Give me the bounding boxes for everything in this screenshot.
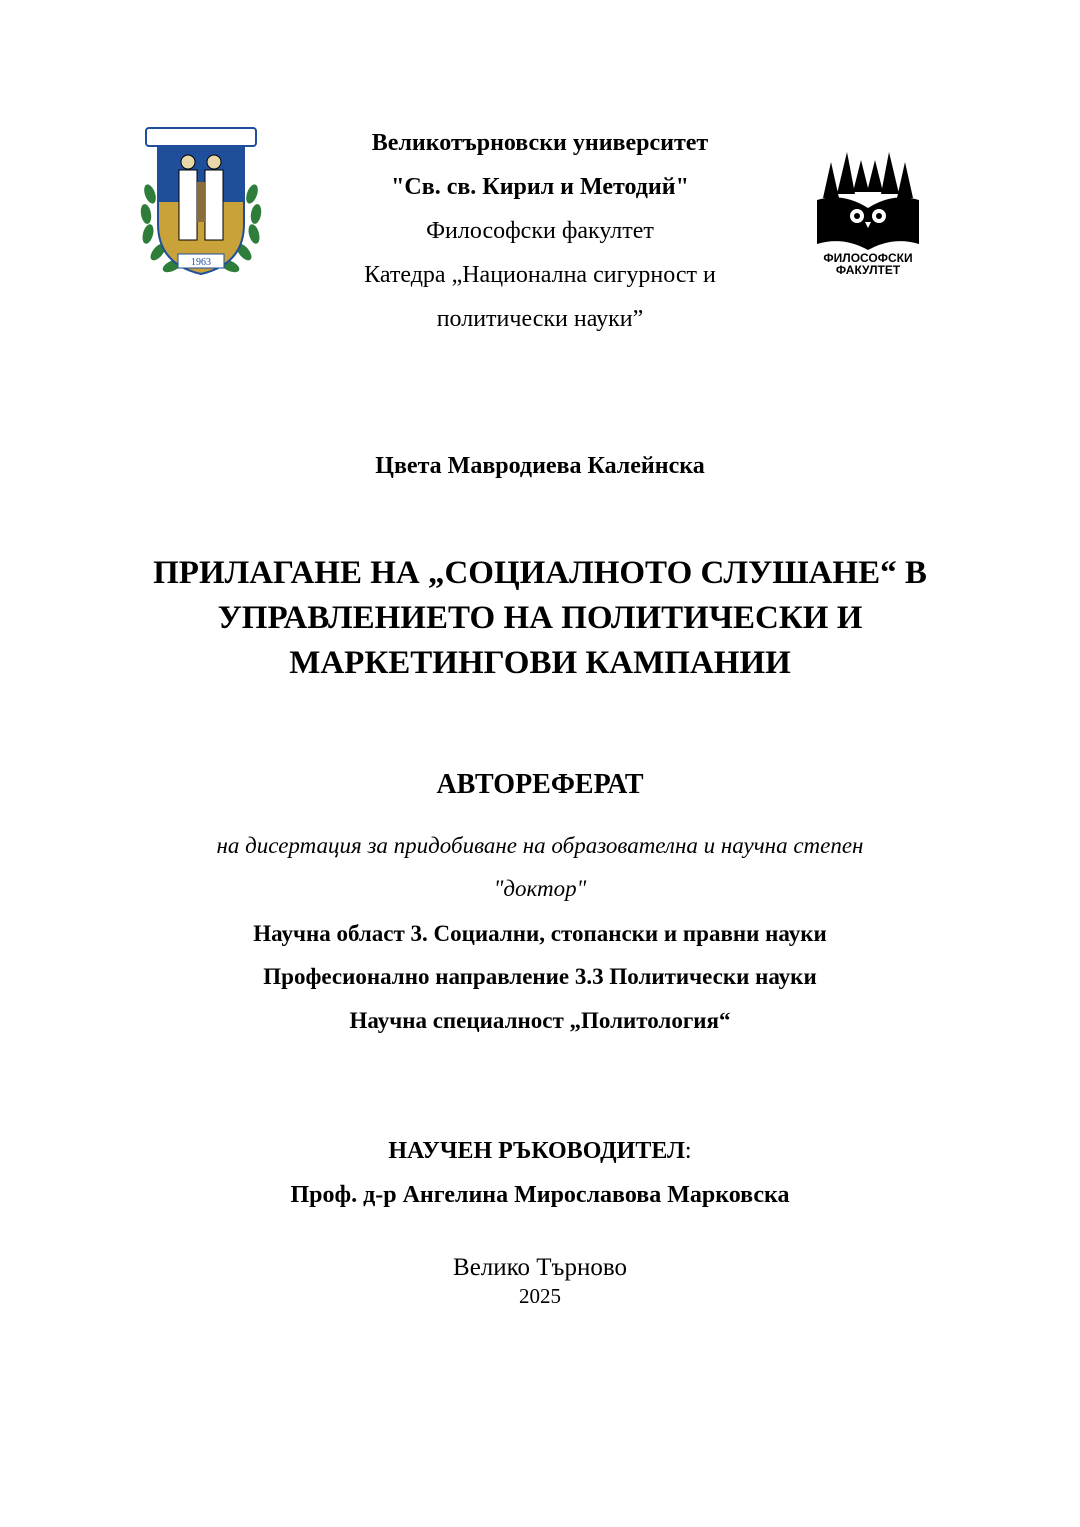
author-name: Цвета Мавродиева Калейнска [375, 453, 705, 479]
supervisor-heading [0, 1136, 1080, 1166]
university-seal-logo [136, 124, 266, 282]
supervisor-colon: : [684, 1138, 692, 1164]
year: 2025 [519, 1284, 561, 1308]
dissertation-title-line-2: УПРАВЛЕНИЕТО НА ПОЛИТИЧЕСКИ И [217, 600, 863, 636]
university-name-2: "Св. св. Кирил и Методий" [391, 174, 689, 200]
department-name-2: политически науки” [436, 306, 644, 332]
flame-rays [823, 152, 913, 198]
university-name: Великотърновски университет [371, 130, 709, 156]
dissertation-title-line-3: МАРКЕТИНГОВИ КАМПАНИИ [289, 645, 791, 681]
scientific-area: Научна област 3. Социални, стопански и правни науки [253, 921, 827, 946]
dissertation-title-line-1: ПРИЛАГАНЕ НА „СОЦИАЛНОТО СЛУШАНЕ“ В [153, 555, 927, 591]
supervisor-label: НАУЧЕН РЪКОВОДИТЕЛ [388, 1138, 685, 1164]
document-type: АВТОРЕФЕРАТ [436, 769, 644, 800]
faculty-logo [813, 148, 923, 280]
faculty-logo-text-1: ФИЛОСОФСКИ [823, 251, 913, 265]
faculty-name: Философски факултет [426, 218, 654, 244]
professional-direction: Професионално направление 3.3 Политически науки [263, 964, 817, 989]
department-name-1: Катедра „Национална сигурност и [364, 262, 716, 288]
place: Велико Търново [453, 1254, 627, 1281]
seal-year: 1963 [191, 257, 211, 268]
subtitle-line-1: на дисертация за придобиване на образователна и научна степен [216, 833, 864, 858]
subtitle-line-2: "доктор" [493, 876, 587, 901]
faculty-logo-text-2: ФАКУЛТЕТ [835, 263, 901, 277]
scientific-specialty: Научна специалност „Политология“ [349, 1008, 731, 1033]
supervisor-name: Проф. д-р Ангелина Мирославова Марковска [290, 1182, 790, 1208]
